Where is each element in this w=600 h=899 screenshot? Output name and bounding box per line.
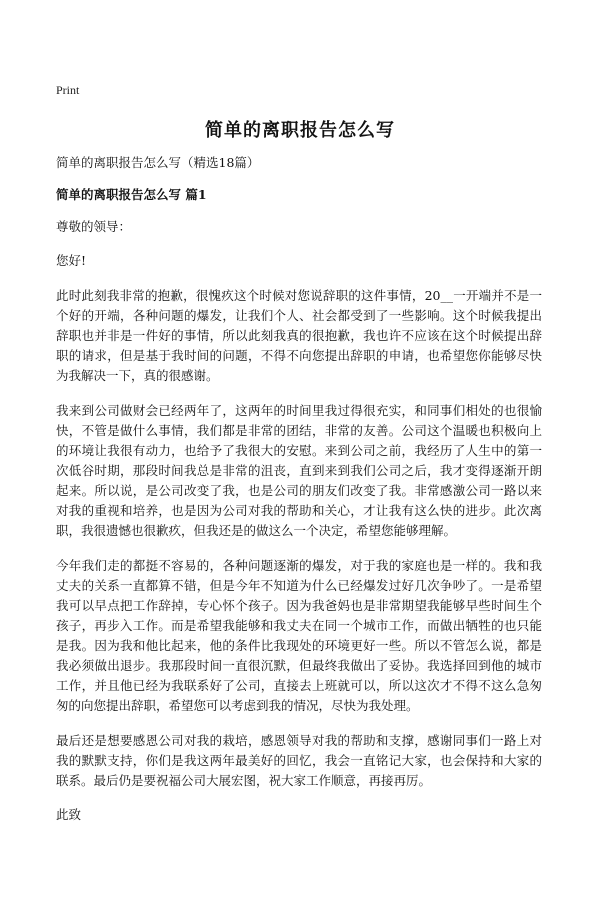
closing: 此致 — [56, 807, 82, 822]
document-subtitle: 简单的离职报告怎么写（精选18篇） — [56, 155, 260, 170]
salutation: 尊敬的领导： — [56, 219, 132, 234]
greeting: 您好! — [56, 253, 87, 268]
paragraph-2: 我来到公司做财会已经两年了，这两年的时间里我过得很充实，和同事们相处的也很愉快，不管是做什么事情，我们都是非常的团结，非常的友善。公司这个温暖也积极向上的环境让我很有动力，也给予了我很大的安慰。来到公司之前，我经历了人生中的第一次低谷时期，那段时间我总是非常的沮丧，直到来到我们公司之后，我才变得逐渐开朗起来。所以说，是公司改变了我，也是公司的朋友们改变了我。非常感激公司一路以来对我的重视和培养，也是因为公司对我的帮助和关心，才让我有这么快的进步。此次离职，我很遗憾也很歉疚，但我还是的做这么一个决定，希望您能够理解。 — [56, 403, 542, 538]
page-title: 简单的离职报告怎么写 — [205, 120, 395, 141]
paragraph-3: 今年我们走的都挺不容易的，各种问题逐渐的爆发，对于我的家庭也是一样的。我和我丈夫的关系一直都算不错，但是今年不知道为什么已经爆发过好几次争吵了。一是希望我可以早点把工作辞掉，专心怀个孩子。因为我爸妈也是非常期望我能够早些时间生个孩子，再步入工作。而是希望我能够和我丈夫在同一个城市工作，而做出牺牲的也只能是我。因为我和他比起来，他的条件比我现处的环境更好一些。所以不管怎么说，都是我必须做出退步。我那段时间一直很沉默，但最终我做出了妥协。我选择回到他的城市工作，并且他已经为我联系好了公司，直接去上班就可以，所以这次才不得不这么急匆匆的向您提出辞职，希望您可以考虑到我的情况，尽快为我处理。 — [56, 558, 542, 713]
document-body — [56, 154, 542, 840]
paragraph-1: 此时此刻我非常的抱歉，很愧疚这个时候对您说辞职的这件事情，20__一开端并不是一个好的开端，各种问题的爆发，让我们个人、社会都受到了一些影响。这个时候我提出辞职也并非是一件好的事情，所以此刻我真的很抱歉，我也许不应该在这个时候提出辞职的请求，但是基于我时间的问题，不得不向您提出辞职的申请，也希望您你能够尽快为我解决一下，真的很感谢。 — [56, 288, 542, 383]
paragraph-4: 最后还是想要感恩公司对我的栽培，感恩领导对我的帮助和支撑，感谢同事们一路上对我的默默支持，你们是我这两年最美好的回忆，我会一直铭记大家，也会保持和大家的联系。最后仍是要祝福公司大展宏图，祝大家工作顺意，再接再厉。 — [56, 733, 542, 788]
print-link[interactable]: Print — [56, 83, 80, 97]
article-heading: 简单的离职报告怎么写 篇1 — [56, 187, 207, 202]
